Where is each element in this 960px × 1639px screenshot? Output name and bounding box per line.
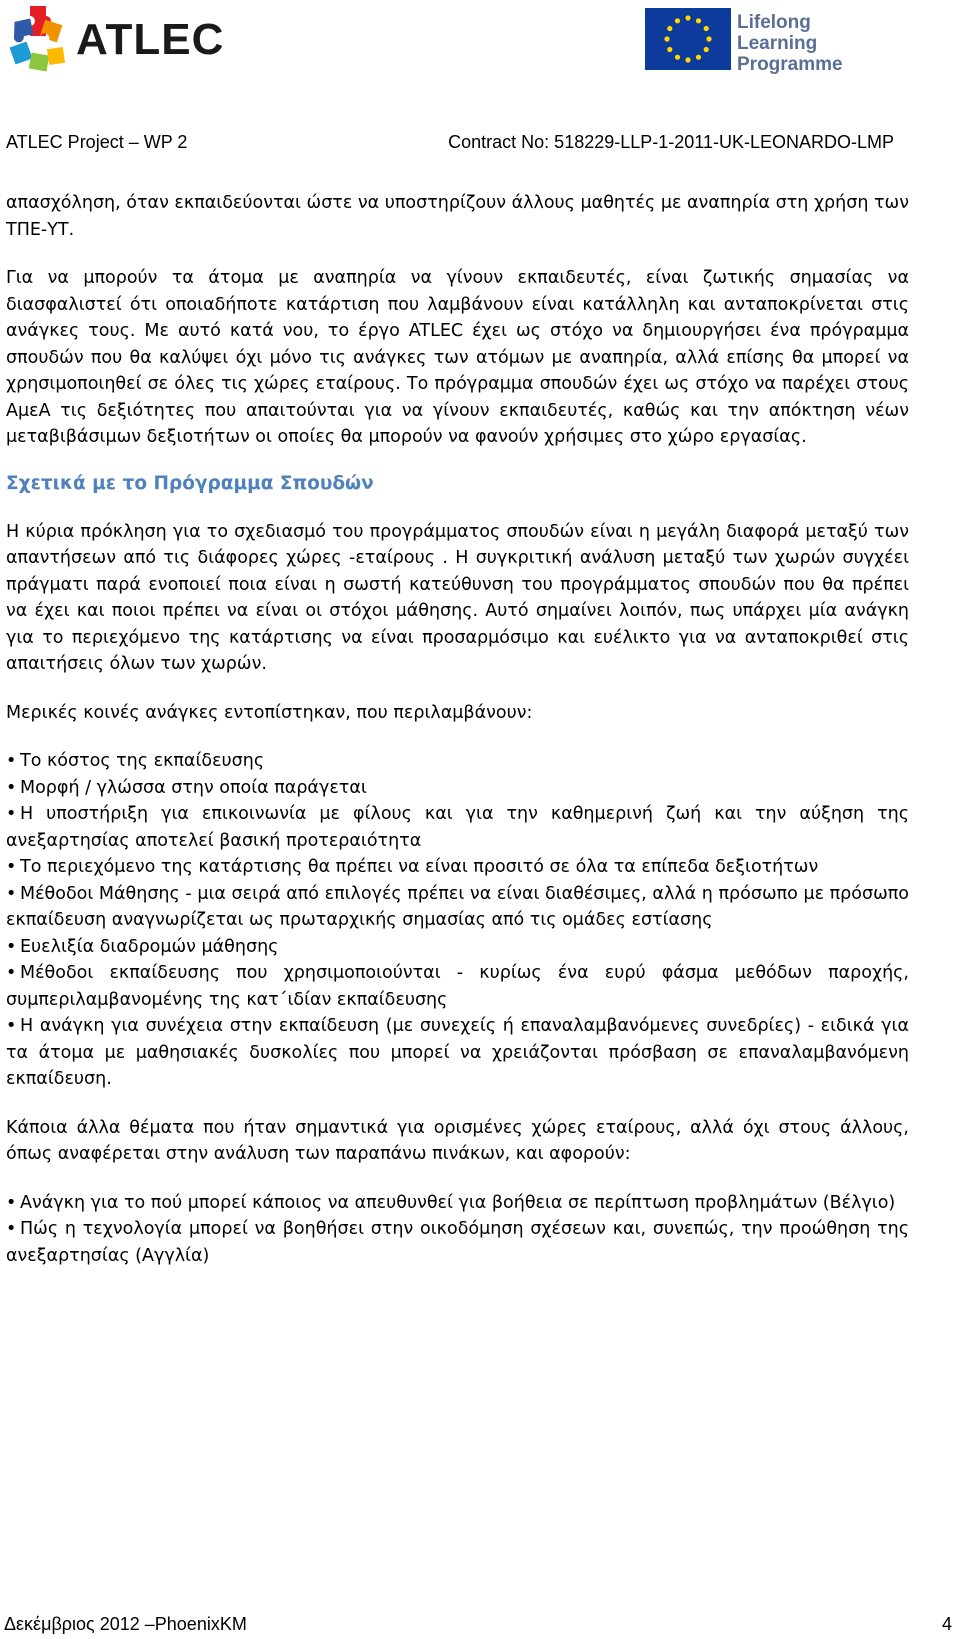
llp-line: Lifelong xyxy=(737,12,811,33)
list-item: • Ανάγκη για το πού μπορεί κάποιος να απευθυνθεί για βοήθεια σε περίπτωση προβλημάτων (Βέλγιο) xyxy=(6,1190,909,1217)
bullet-icon: • xyxy=(6,936,17,957)
list-item: • Μέθοδοι εκπαίδευσης που χρησιμοποιούνται - κυρίως ένα ευρύ φάσμα μεθόδων παροχής, συμπεριλαμβανομένης της κατ΄ιδίαν εκπαίδευσης xyxy=(6,960,909,1013)
paragraph: Η κύρια πρόκληση για το σχεδιασμό του προγράμματος σπουδών είναι η μεγάλη διαφορά μεταξύ των απαντήσεων από τις διάφορες χώρες -εταίρους . Η συγκριτική ανάλυση μεταξύ των χωρών συγχέει πράγματι παρά ενοποιεί ποια είναι η σωστή κατεύθυνση του προγράμματος σπουδών που θα πρέπει να έχει και ποιοι πρέπει να είναι οι στόχοι μάθησης. Αυτό σημαίνει λοιπόν, πως υπάρχει μία ανάγκη για το περιεχόμενο της κατάρτισης να είναι προσαρμόσιμο και ευέλικτο για να ανταποκριθεί στις απαιτήσεις όλων των χωρών. xyxy=(6,521,909,674)
eu-flag-icon xyxy=(645,8,731,70)
lifelong-learning-logo xyxy=(645,8,945,80)
bullet-icon: • xyxy=(6,963,17,983)
bullet-icon: • xyxy=(6,1192,17,1213)
bullet-icon: • xyxy=(6,1219,17,1239)
footer-date-author: Δεκέμβριος 2012 –PhoenixKM xyxy=(4,1614,247,1634)
list-item: • Η ανάγκη για συνέχεια στην εκπαίδευση (με συνεχείς ή επαναλαμβανόμενες συνεδρίες) - ειδικά για τα άτομα με μαθησιακές δυσκολίες που μπορεί να χρειάζονται πρόσβαση σε επαναλαμβανόμενη εκπαίδευση. xyxy=(6,1013,909,1093)
needs-list xyxy=(6,748,909,1093)
other-issues-list xyxy=(6,1190,909,1270)
section-heading: Σχετικά με το Πρόγραμμα Σπουδών xyxy=(6,472,374,494)
list-item: • Μορφή / γλώσσα στην οποία παράγεται xyxy=(6,775,909,802)
bullet-icon: • xyxy=(6,751,17,771)
list-item: • Μέθοδοι Μάθησης - μια σειρά από επιλογές πρέπει να είναι διαθέσιμες, αλλά η πρόσωπο με πρόσωπο εκπαίδευση αναγνωρίζεται ως πρωταρχικής σημασίας από τις ομάδες εστίασης xyxy=(6,881,909,934)
list-item: • Το περιεχόμενο της κατάρτισης θα πρέπει να είναι προσιτό σε όλα τα επίπεδα δεξιοτήτων xyxy=(6,854,909,881)
llp-line: Learning xyxy=(737,33,818,54)
paragraph: Για να μπορούν τα άτομα με αναπηρία να γίνουν εκπαιδευτές, είναι ζωτικής σημασίας να διασφαλιστεί ότι οποιαδήποτε κατάρτιση που λαμβάνουν είναι κατάλληλη και ανταποκρίνεται στις ανάγκες τους. Με αυτό κατά νου, το έργο ATLEC έχει ως στόχο να δημιουργήσει ένα πρόγραμμα σπουδών που θα καλύψει όχι μόνο τις ανάγκες των ατόμων με αναπηρία, αλλά επίσης θα μπορεί να χρησιμοποιηθεί σε όλες τις χώρες εταίρους. Το πρόγραμμα σπουδών έχει ως στόχο να παρέχει στους ΑμεΑ τις δεξιότητες που απαιτούνται για να γίνουν εκπαιδευτές, καθώς και την απόκτηση νέων μεταβιβάσιμων δεξιοτήτων οι οποίες θα μπορούν να φανούν χρήσιμες στο χώρο εργασίας. xyxy=(6,268,909,447)
llp-wordmark xyxy=(737,12,843,75)
llp-line: Programme xyxy=(737,54,843,75)
atlec-wordmark: ATLEC xyxy=(76,15,225,64)
contract-number: Contract No: 518229-LLP-1-2011-UK-LEONARDO-LMP xyxy=(448,132,894,152)
paragraph: Μερικές κοινές ανάγκες εντοπίστηκαν, που περιλαμβάνουν: xyxy=(6,702,533,723)
paragraph: απασχόληση, όταν εκπαιδεύονται ώστε να υποστηρίζουν άλλους μαθητές με αναπηρία στη χρήση των ΤΠΕ-ΥΤ. xyxy=(6,193,909,240)
bullet-icon: • xyxy=(6,804,17,824)
bullet-icon: • xyxy=(6,1016,17,1036)
bullet-icon: • xyxy=(6,857,17,877)
list-item: • Η υποστήριξη για επικοινωνία με φίλους και για την καθημερινή ζωή και την αύξηση της ανεξαρτησίας αποτελεί βασική προτεραιότητα xyxy=(6,801,909,854)
puzzle-logo-icon xyxy=(8,2,78,82)
document-body xyxy=(6,190,909,1269)
project-label: ATLEC Project – WP 2 xyxy=(6,132,188,152)
list-item: • Το κόστος της εκπαίδευσης xyxy=(6,748,909,775)
page-number: 4 xyxy=(941,1614,952,1634)
paragraph: Κάποια άλλα θέματα που ήταν σημαντικά για ορισμένες χώρες εταίρους, αλλά όχι στους άλλους, όπως αναφέρεται στην ανάλυση των παραπάνω πινάκων, και αφορούν: xyxy=(6,1117,909,1164)
atlec-logo xyxy=(8,2,225,84)
list-item: • Ευελιξία διαδρομών μάθησης xyxy=(6,934,909,961)
list-item: • Πώς η τεχνολογία μπορεί να βοηθήσει στην οικοδόμηση σχέσεων και, συνεπώς, την προώθηση της ανεξαρτησίας (Αγγλία) xyxy=(6,1216,909,1269)
bullet-icon: • xyxy=(6,777,17,798)
bullet-icon: • xyxy=(6,883,17,904)
